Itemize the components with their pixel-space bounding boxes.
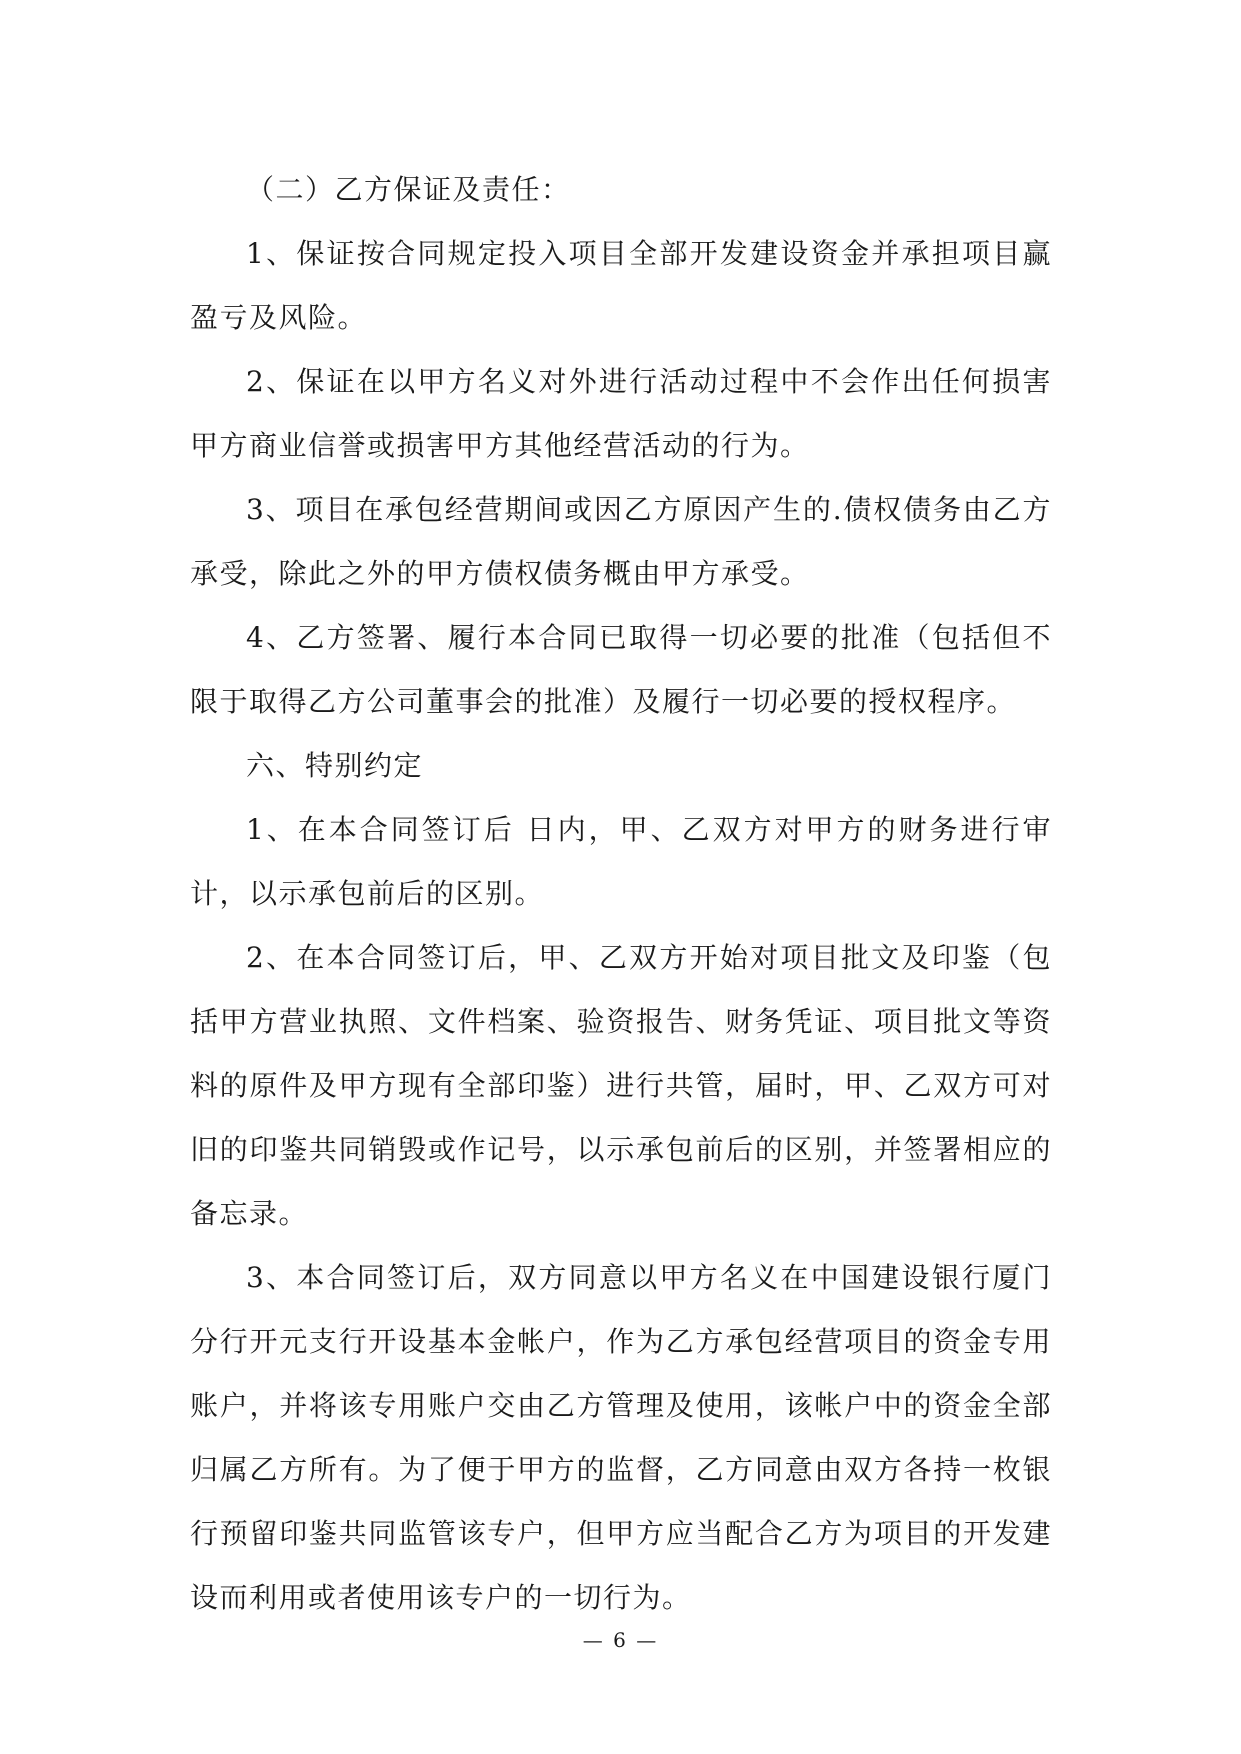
paragraph-special-3: 3、本合同签订后，双方同意以甲方名义在中国建设银行厦门分行开元支行开设基本金帐户，作为乙方承包经营项目的资金专用账户，并将该专用账户交由乙方管理及使用，该帐户中的资金全部归属乙方所有。为了便于甲方的监督，乙方同意由双方各持一枚银行预留印鉴共同监管该专户，但甲方应当配合乙方为项目的开发建设而利用或者使用该专户的一切行为。 — [190, 1261, 1052, 1614]
section-heading-special-agreements: 六、特别约定 — [246, 749, 424, 782]
paragraph-special-1: 1、在本合同签订后 日内，甲、乙双方对甲方的财务进行审计，以示承包前后的区别。 — [190, 813, 1052, 910]
paragraph-clause-3: 3、项目在承包经营期间或因乙方原因产生的.债权债务由乙方承受，除此之外的甲方债权债务概由甲方承受。 — [190, 493, 1052, 590]
document-body — [190, 158, 1052, 1630]
paragraph-clause-2: 2、保证在以甲方名义对外进行活动过程中不会作出任何损害甲方商业信誉或损害甲方其他经营活动的行为。 — [190, 365, 1052, 462]
paragraph-special-2: 2、在本合同签订后，甲、乙双方开始对项目批文及印鉴（包括甲方营业执照、文件档案、验资报告、财务凭证、项目批文等资料的原件及甲方现有全部印鉴）进行共管，届时，甲、乙双方可对旧的印鉴共同销毁或作记号，以示承包前后的区别，并签署相应的备忘录。 — [190, 941, 1052, 1230]
paragraph-clause-4: 4、乙方签署、履行本合同已取得一切必要的批准（包括但不限于取得乙方公司董事会的批准）及履行一切必要的授权程序。 — [190, 621, 1052, 718]
paragraph-clause-1: 1、保证按合同规定投入项目全部开发建设资金并承担项目赢盈亏及风险。 — [190, 237, 1052, 334]
page-number: — 6 — — [582, 1628, 659, 1652]
section-heading-party-b-guarantees: （二）乙方保证及责任： — [246, 173, 571, 206]
